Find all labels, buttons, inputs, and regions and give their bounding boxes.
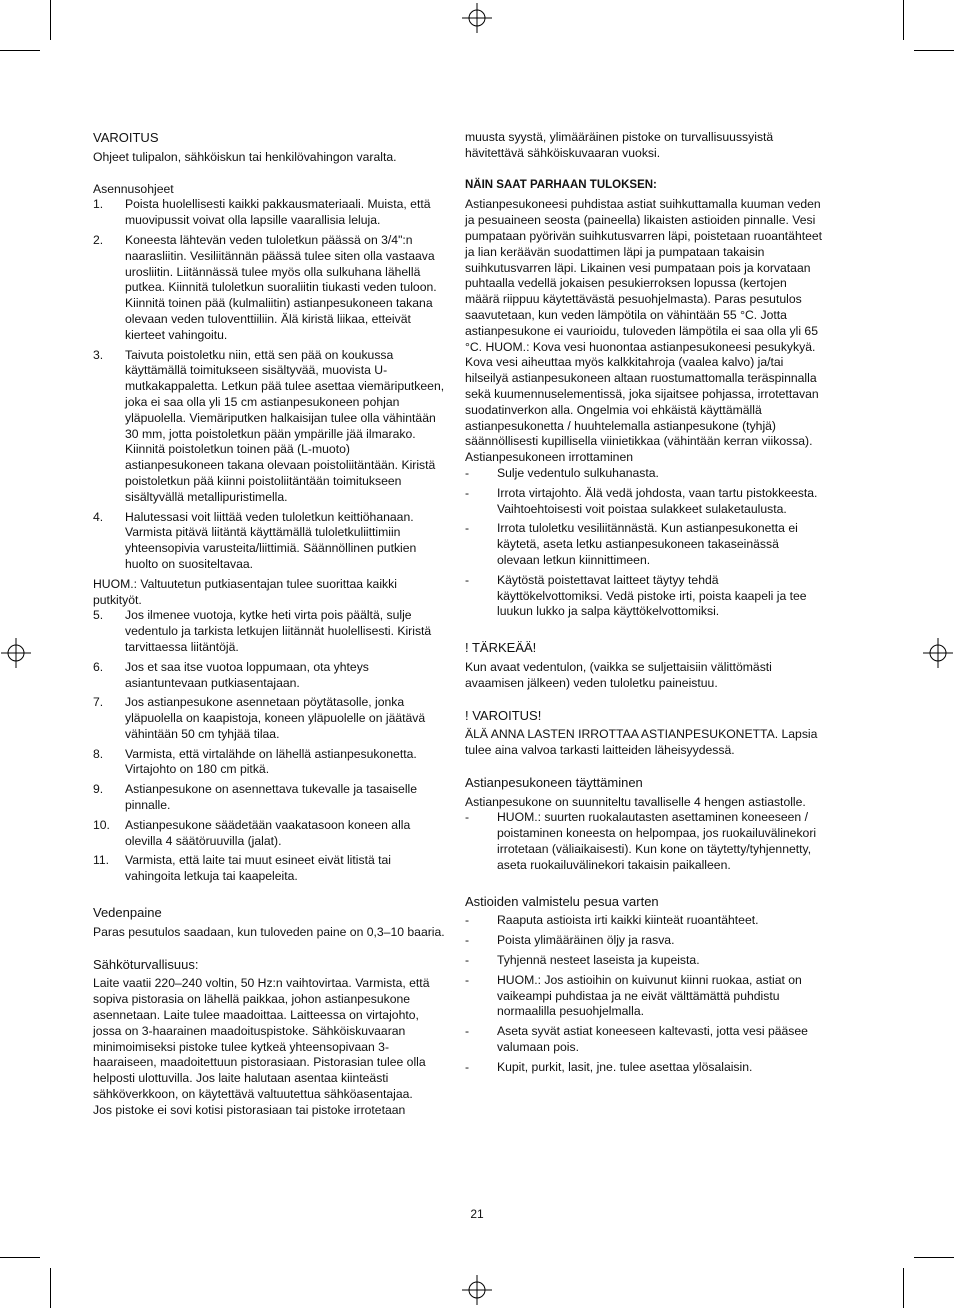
detach-heading: Astianpesukoneen irrottaminen <box>465 450 634 465</box>
important-text: Kun avaat vedentulon, (vaikka se suljettaisiin välittömästi avaamisen jälkeen) veden tuloletku paineistuu. <box>465 659 772 690</box>
install-heading: Asennusohjeet <box>93 181 174 196</box>
fill-heading: Astianpesukoneen täyttäminen <box>465 774 643 790</box>
list-item: - Aseta syvät astiat koneeseen kaltevasti, jotta vesi pääsee valumaan pois. <box>465 1024 808 1055</box>
warning2-heading: ! VAROITUS! <box>465 707 542 723</box>
best-results-heading: NÄIN SAAT PARHAAN TULOKSEN: <box>465 178 657 191</box>
registration-mark-icon <box>462 3 492 33</box>
fill-list <box>465 810 823 873</box>
crop-mark <box>0 50 40 51</box>
list-item: - Irrota virtajohto. Älä vedä johdosta, vaan tartu pistokkeesta. Vaihtoehtoisesti voit poistaa sulakkeet sulaketaulusta. <box>465 485 818 516</box>
crop-mark <box>914 1257 954 1258</box>
prep-list <box>465 913 823 1075</box>
list-item: 10. Astianpesukone säädetään vaakatasoon koneen alla olevilla 4 säätöruuvilla (jalat). <box>93 817 411 848</box>
crop-mark <box>50 0 51 40</box>
registration-mark-icon <box>462 1275 492 1305</box>
list-item: 9. Astianpesukone on asennettava tukevalle ja tasaiselle pinnalle. <box>93 782 418 813</box>
list-item: 5. Jos ilmenee vuotoja, kytke heti virta pois päältä, sulje vedentulo ja tarkista letkujen liitännät huolellisesti. Kiristä tarvittaessa liitäntöjä. <box>93 608 432 654</box>
important-heading: ! TÄRKEÄÄ! <box>465 640 537 656</box>
list-item: - HUOM.: Jos astioihin on kuivunut kiinni ruokaa, astiat on vaikeampi puhdistaa ja ne eivät välttämättä puhdistu normaalilla pesuohjelmalla. <box>465 972 802 1019</box>
list-item: - Kupit, purkit, lasit, jne. tulee asettaa ylösalaisin. <box>465 1059 753 1074</box>
crop-mark <box>0 1257 40 1258</box>
detach-list <box>465 466 823 620</box>
pressure-text: Paras pesutulos saadaan, kun tuloveden paine on 0,3–10 baaria. <box>93 924 445 939</box>
registration-mark-icon <box>1 638 31 668</box>
list-item: 3. Taivuta poistoletku niin, että sen pää on koukussa käyttämällä toimitukseen sisältyvää, muovista U-mutkakappaletta. Letkun pää tulee asettaa viemäriputkeen, joka ei saa olla yli 15 cm astianpesukoneen pohjan yläpuolella. Viemäriputken halkaisijan tulee olla vähintään 30 mm, jotta poistoletkun pään ympärille jää ilmarako. Kiinnitä poistoletkun toinen pää (L-muoto) astianpesukoneen takana olevaan poistoliitäntään. Kiristä poistoletkun pää kiinni poistoliitäntään toimitukseen sisältyvällä metallipuristimella. <box>93 347 445 504</box>
right-column <box>465 130 823 1080</box>
list-item: - Sulje vedentulo sulkuhanasta. <box>465 465 659 480</box>
crop-mark <box>50 1268 51 1308</box>
list-item: - Tyhjennä nesteet laseista ja kupeista. <box>465 953 700 968</box>
install-list <box>93 197 449 572</box>
prep-heading: Astioiden valmistelu pesua varten <box>465 893 659 909</box>
warning2-text: ÄLÄ ANNA LASTEN IRROTTAA ASTIANPESUKONETTA. Lapsia tulee aina valvoa tarkasti laitteiden läheisyydessä. <box>465 727 818 758</box>
list-item: - Poista ylimääräinen öljy ja rasva. <box>465 933 675 948</box>
electric-text: Laite vaatii 220–240 voltin, 50 Hz:n vaihtovirtaa. Varmista, että sopiva pistorasia on lähellä paikkaa, johon astianpesukone asennetaan. Laite tulee maadoittaa. Laitteessa on virtajohto, jossa on 3-haarainen maadoituspistoke. Sähköiskuvaaran minimoimiseksi pistoke tulee kytkeä yhteensopivaan 3-haaraiseen, maadoitettuun pistorasiaan. Pistorasian tulee olla helposti ulottuvilla. Jos laite halutaan asentaa kiinteästi sähköverkkoon, on käytettävä valtuutettua sähköasentajaa. <box>93 976 430 1102</box>
list-item: - Raaputa astioista irti kaikki kiinteät ruoantähteet. <box>465 913 759 928</box>
list-item: 4. Halutessasi voit liittää veden tuloletkun keittiöhanaan. Varmista pitävä liitäntä käyttämällä tuloletkuliittimiin yhteensopivia varusteita/liittimiä. Säännöllinen putkien huolto on suositeltavaa. <box>93 509 417 571</box>
electric-heading: Sähköturvallisuus: <box>93 956 199 972</box>
fill-text: Astianpesukone on suunniteltu tavalliselle 4 hengen astiastolle. <box>465 794 806 809</box>
pressure-heading: Vedenpaine <box>93 905 162 921</box>
page-number: 21 <box>470 1207 484 1221</box>
crop-mark <box>903 0 904 40</box>
list-item: 7. Jos astianpesukone asennetaan pöytätasolle, jonka yläpuolella on kaapistoja, koneen yläpuolelle on jäätävä vähintään 50 cm tyhjää tilaa. <box>93 695 426 741</box>
warning-heading: VAROITUS <box>93 130 159 145</box>
list-item: 2. Koneesta lähtevän veden tuloletkun päässä on 3/4":n naarasliitin. Vesiliitännän päässä tulee siten olla vastaava urosliitin. Liitännässä tulee myös olla sulkuhana lähellä putkea. Kiinnitä tuloletkun suoraliitin tiukasti veden tuloon. Kiinnitä toinen pää (kulmaliitin) astianpesukoneen takana olevaan veden tuloventtiiliin. Älä kiristä liikaa, etteivät kierteet vahingoitu. <box>93 232 437 342</box>
best-results-text: Astianpesukoneesi puhdistaa astiat suihkuttamalla kuuman veden ja pesuaineen seosta (paineella) likaisten astioiden pinnalle. Vesi pumpataan pyörivän suihkutusvarren läpi, poistetaan ruoantähteet ja lian keräävän suodattimen läpi ja pumpataan takaisin suihkutusvarren läpi. Likainen vesi pumpataan pois ja korvataan puhtaalla vedellä jokaisen pesukierroksen lopussa (kertojen määrä riippuu käytettävästä pesuohjelmasta). Paras pesutulos saavutetaan, kun veden lämpötila on vähintään 55 °C. Jotta astianpesukone ei vaurioidu, tuloveden lämpötila ei saa olla yli 65 °C. HUOM.: Kova vesi huonontaa astianpesukoneesi pesukykyä. Kova vesi aiheuttaa myös kalkkitahroja (vaalea kalvo) ja/tai hilseilyä astianpesukoneen altaan ruostumattomalla teräspinnalla sekä kuumennuselementissä, joka sijaitsee pohjassa, irrotettavan suodatinverkon alla. Ongelmia voi ehkäistä käyttämällä astianpesukonetta / huuhtelemalla astianpesukone (tyhjä) säännöllisesti kupillisella viinietikkaa (vähintään kerran viikossa). <box>465 197 823 449</box>
list-item: 11. Varmista, että laite tai muut esineet eivät litistä tai vahingoita letkuja tai kaapeleita. <box>93 853 391 884</box>
registration-mark-icon <box>923 638 953 668</box>
list-item: - Irrota tuloletku vesiliitännästä. Kun astianpesukonetta ei käytetä, aseta letku astianpesukoneen takaseinässä olevaan letkun kiinnittimeen. <box>465 521 798 567</box>
crop-mark <box>903 1268 904 1308</box>
list-item: - HUOM.: suurten ruokalautasten asettaminen koneeseen / poistaminen koneesta on helpompaa, jos ruokailuvälinekori irrotetaan (väliaikaisesti). Kun kone on täytetty/tyhjennetty, aseta ruokailuvälinekori takaisin paikalleen. <box>465 810 817 872</box>
electric-text-continued: Jos pistoke ei sovi kotisi pistorasiaan tai pistoke irrotetaan <box>93 1102 406 1117</box>
warning-text: Ohjeet tulipalon, sähköiskun tai henkilövahingon varalta. <box>93 149 397 164</box>
list-item: 8. Varmista, että virtalähde on lähellä astianpesukonetta. Virtajohto on 180 cm pitkä. <box>93 746 417 777</box>
continued-text: muusta syystä, ylimääräinen pistoke on turvallisuussyistä hävitettävä sähköiskuvaaran vuoksi. <box>465 130 774 160</box>
install-list-continued <box>93 608 449 885</box>
list-item: 1. Poista huolellisesti kaikki pakkausmateriaali. Muista, että muovipussit voivat olla lapsille vaarallisia leluja. <box>93 197 431 228</box>
plumber-note: HUOM.: Valtuutetun putkiasentajan tulee suorittaa kaikki putkityöt. <box>93 576 397 607</box>
list-item: 6. Jos et saa itse vuotoa loppumaan, ota yhteys asiantuntevaan putkiasentajaan. <box>93 659 369 690</box>
crop-mark <box>914 50 954 51</box>
left-column <box>93 130 449 1119</box>
list-item: - Käytöstä poistettavat laitteet täytyy tehdä käyttökelvottomiksi. Vedä pistoke irti, poista kaapeli ja tee luukun lukko ja salpa käyttökelvottomiksi. <box>465 572 807 619</box>
